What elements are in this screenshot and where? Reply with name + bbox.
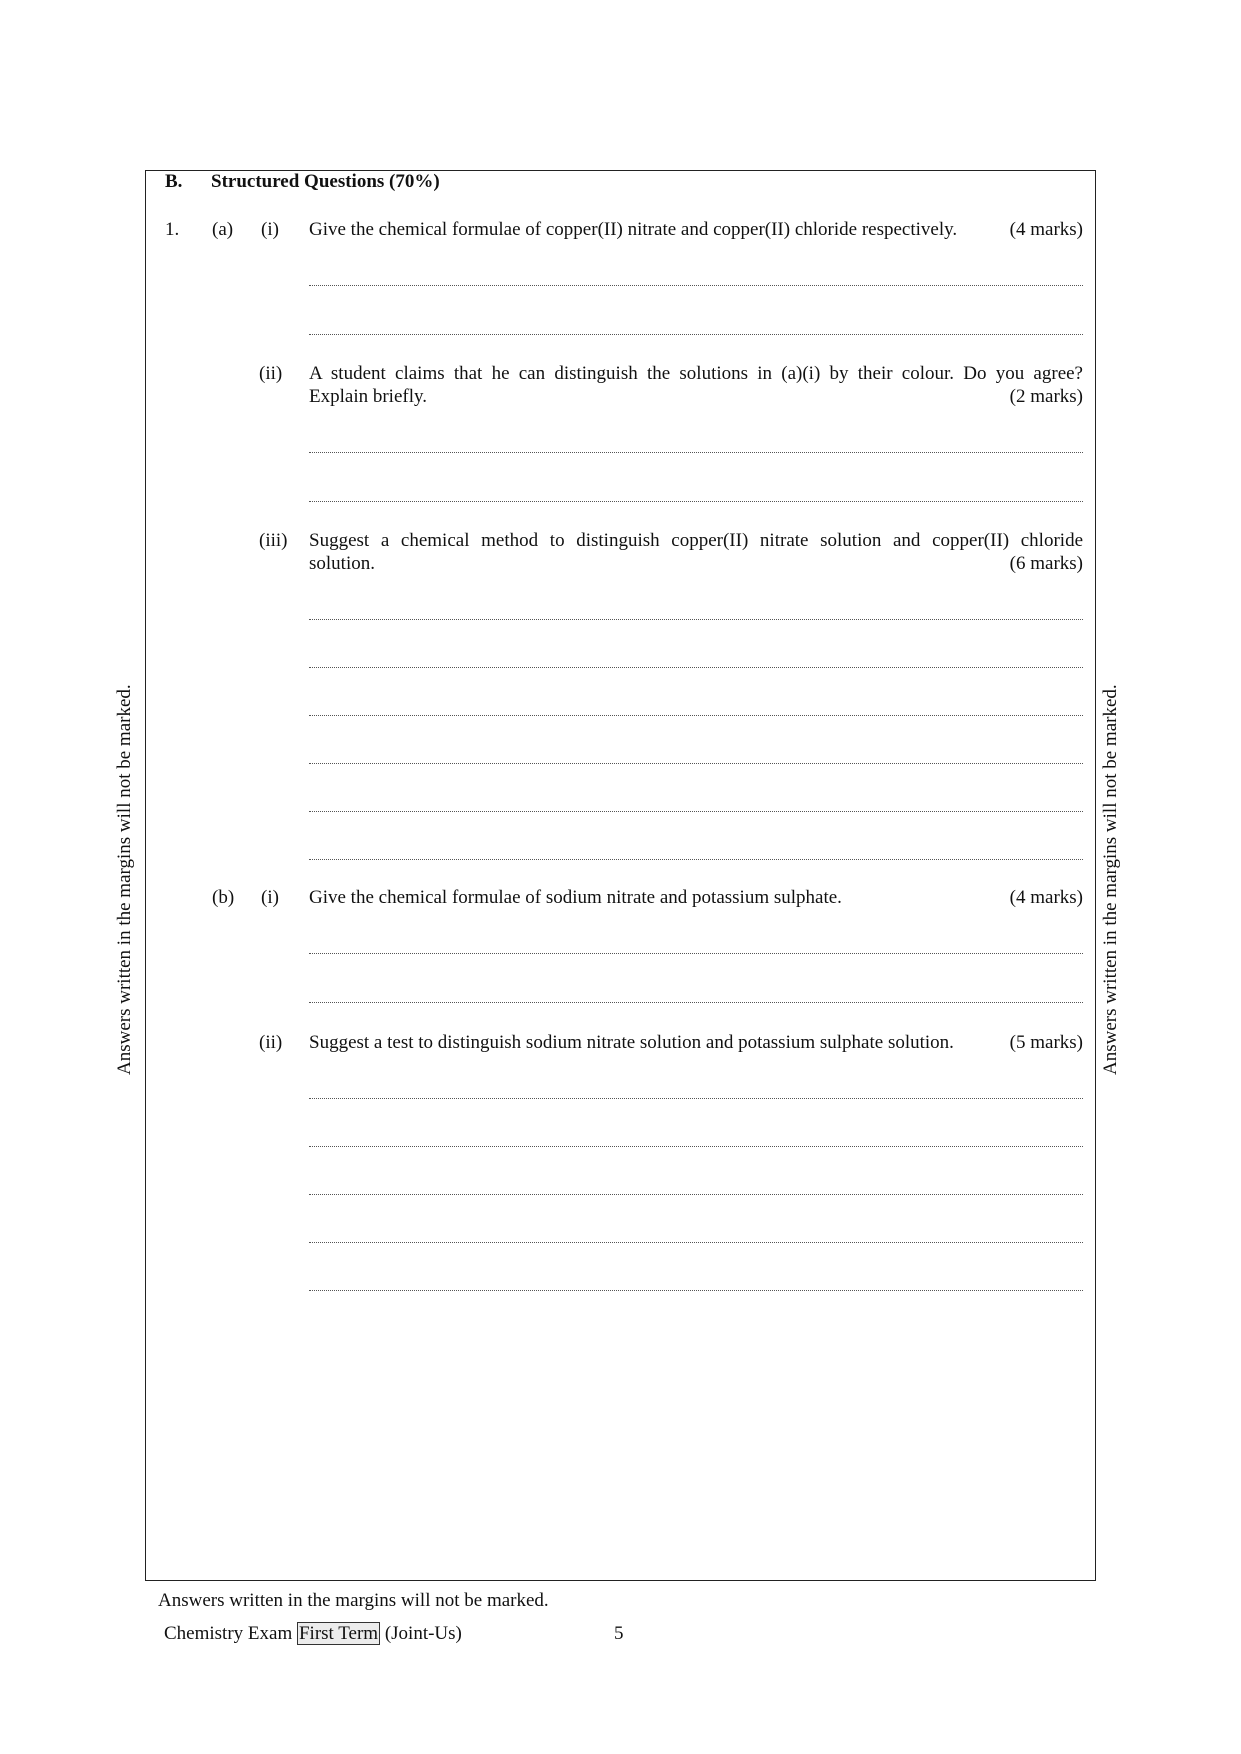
q-b-ii-label: (ii) bbox=[259, 1032, 283, 1053]
right-margin-note: Answers written in the margins will not be marked. bbox=[1100, 684, 1121, 1075]
q-b-i bbox=[309, 886, 1083, 910]
answer-line[interactable] bbox=[309, 619, 1083, 620]
footer-margin-note: Answers written in the margins will not be marked. bbox=[158, 1590, 549, 1611]
footer-exam-prefix: Chemistry Exam bbox=[164, 1623, 293, 1644]
section-title: Structured Questions (70%) bbox=[211, 171, 440, 192]
answer-line[interactable] bbox=[309, 501, 1083, 502]
answer-line[interactable] bbox=[309, 452, 1083, 453]
footer-suffix: (Joint-Us) bbox=[384, 1623, 462, 1644]
q-a-iii-marks: (6 marks) bbox=[1009, 553, 1083, 574]
q-b-ii bbox=[309, 1031, 1083, 1055]
answer-line[interactable] bbox=[309, 763, 1083, 764]
left-margin-note: Answers written in the margins will not be marked. bbox=[114, 684, 135, 1075]
answer-line[interactable] bbox=[309, 1002, 1083, 1003]
q-a-i-text: Give the chemical formulae of copper(II) nitrate and copper(II) chloride respectively. bbox=[309, 219, 958, 240]
answer-line[interactable] bbox=[309, 1194, 1083, 1195]
answer-line[interactable] bbox=[309, 1242, 1083, 1243]
q-b-i-marks: (4 marks) bbox=[1009, 887, 1083, 908]
q-a-iii-line1: Suggest a chemical method to distinguish copper(II) nitrate solution and copper(II) chloride bbox=[309, 530, 1083, 551]
answer-line[interactable] bbox=[309, 811, 1083, 812]
answer-line[interactable] bbox=[309, 1146, 1083, 1147]
answer-line[interactable] bbox=[309, 667, 1083, 668]
q-a-ii-line1: A student claims that he can distinguish the solutions in (a)(i) by their colour. Do you agree? bbox=[309, 363, 1083, 384]
answer-line[interactable] bbox=[309, 953, 1083, 954]
answer-line[interactable] bbox=[309, 715, 1083, 716]
q-b-i-text: Give the chemical formulae of sodium nitrate and potassium sulphate. bbox=[309, 887, 842, 908]
q-a-ii bbox=[309, 385, 1083, 409]
part-b-label: (b) bbox=[212, 887, 235, 908]
q-a-iii-label: (iii) bbox=[259, 530, 288, 551]
q-a-iii-line2: solution. bbox=[309, 553, 375, 574]
answer-line[interactable] bbox=[309, 334, 1083, 335]
q-a-i-marks: (4 marks) bbox=[1009, 219, 1083, 240]
question-number: 1. bbox=[165, 219, 180, 240]
q-b-ii-text: Suggest a test to distinguish sodium nitrate solution and potassium sulphate solution. bbox=[309, 1032, 954, 1053]
answer-line[interactable] bbox=[309, 1290, 1083, 1291]
q-b-ii-marks: (5 marks) bbox=[1009, 1032, 1083, 1053]
answer-line[interactable] bbox=[309, 285, 1083, 286]
answer-line[interactable] bbox=[309, 859, 1083, 860]
footer bbox=[164, 1623, 462, 1645]
section-letter: B. bbox=[165, 171, 183, 192]
q-a-iii bbox=[309, 552, 1083, 576]
q-a-ii-label: (ii) bbox=[259, 363, 283, 384]
q-a-ii-marks: (2 marks) bbox=[1009, 386, 1083, 407]
q-a-i-label: (i) bbox=[261, 219, 279, 240]
page-number: 5 bbox=[614, 1623, 624, 1644]
part-a-label: (a) bbox=[212, 219, 234, 240]
footer-term-box: First Term bbox=[298, 1623, 379, 1644]
q-b-i-label: (i) bbox=[261, 887, 279, 908]
answer-line[interactable] bbox=[309, 1098, 1083, 1099]
q-a-ii-line2: Explain briefly. bbox=[309, 386, 428, 407]
q-a-i bbox=[309, 218, 1083, 242]
